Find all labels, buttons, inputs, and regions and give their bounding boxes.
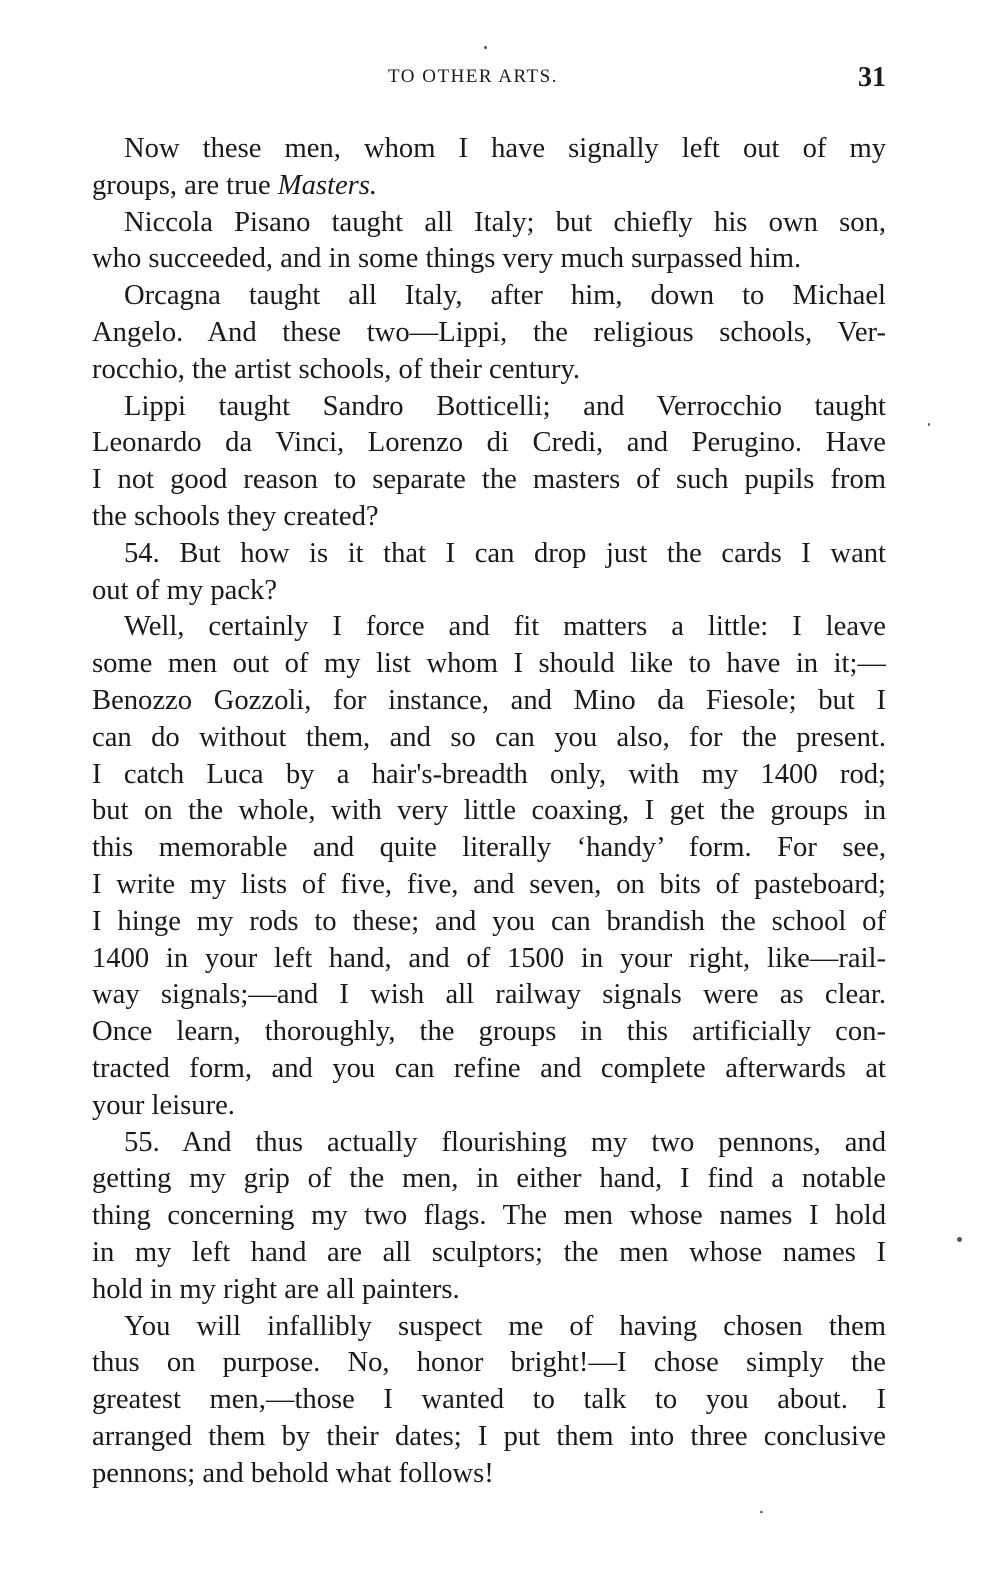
text-line: Lippi taught Sandro Botticelli; and Verrocchio taught [124, 390, 886, 422]
text-line: Orcagna taught all Italy, after him, down to Michael [124, 280, 886, 312]
page-number: 31 [858, 62, 886, 93]
text-line: your leisure. [92, 1089, 235, 1121]
text-line: hold in my right are all painters. [92, 1273, 460, 1305]
paragraph [60, 609, 886, 1124]
text-line: this memorable and quite literally ‘handy’ form. For see, [92, 832, 886, 864]
text-line: out of my pack? [92, 574, 278, 606]
paragraph-54 [60, 536, 886, 610]
text-line: way signals;—and I wish all railway signals were as clear. [92, 979, 886, 1011]
text-line: I write my lists of five, five, and seven, on bits of pasteboard; [92, 868, 886, 900]
running-title: TO OTHER ARTS. [388, 66, 558, 87]
text-line: getting my grip of the men, in either hand, I find a notable [92, 1163, 886, 1195]
print-speck [760, 1511, 763, 1513]
text-line: some men out of my list whom I should like to have in it;— [92, 648, 886, 680]
text-line: I hinge my rods to these; and you can brandish the school of [92, 905, 886, 937]
text-line: thing concerning my two flags. The men whose names I hold [92, 1200, 886, 1232]
text-line: You will infallibly suspect me of having chosen them [124, 1310, 886, 1342]
text-line: rocchio, the artist schools, of their century. [92, 353, 581, 385]
text-line [60, 168, 886, 205]
text-line: the schools they created? [92, 500, 379, 532]
paragraph [60, 205, 886, 279]
text-line: tracted form, and you can refine and complete afterwards at [92, 1052, 886, 1084]
text-line: Now these men, whom I have signally left out of my [124, 133, 886, 164]
text-line: Once learn, thoroughly, the groups in this artificially con- [92, 1016, 886, 1048]
text-line: in my left hand are all sculptors; the men whose names I [92, 1236, 886, 1268]
text-line: thus on purpose. No, honor bright!—I chose simply the [92, 1347, 886, 1379]
print-speck [484, 46, 487, 49]
paragraph [60, 1309, 886, 1493]
text-line: but on the whole, with very little coaxing, I get the groups in [92, 795, 886, 827]
text-line: Leonardo da Vinci, Lorenzo di Credi, and Perugino. Have [92, 427, 886, 459]
paragraph-55 [60, 1125, 886, 1309]
text-line: Well, certainly I force and fit matters a little: I leave [124, 611, 886, 643]
italic-text: Masters. [277, 169, 378, 201]
text-line: Benozzo Gozzoli, for instance, and Mino da Fiesole; but I [92, 684, 886, 716]
text-line: greatest men,—those I wanted to talk to you about. I [92, 1384, 886, 1416]
text-line: can do without them, and so can you also, for the present. [92, 721, 886, 753]
text-line: I catch Luca by a hair's-breadth only, with my 1400 rod; [92, 758, 886, 790]
text-line: 1400 in your left hand, and of 1500 in your right, like—rail- [92, 942, 886, 974]
text-line: pennons; and behold what follows! [92, 1457, 494, 1489]
text-run: groups, are true [92, 169, 278, 201]
running-head [60, 62, 886, 92]
print-speck [928, 423, 930, 426]
text-line: 54. But how is it that I can drop just the cards I want [124, 537, 886, 569]
body-text [60, 131, 886, 1492]
paragraph [60, 278, 886, 388]
paragraph [60, 131, 886, 205]
text-line: arranged them by their dates; I put them into three conclusive [92, 1420, 886, 1452]
text-line: I not good reason to separate the masters of such pupils from [92, 464, 886, 496]
text-line: who succeeded, and in some things very much surpassed him. [92, 243, 802, 275]
text-line: Niccola Pisano taught all Italy; but chiefly his own son, [124, 206, 886, 238]
print-speck [957, 1237, 962, 1242]
paragraph [60, 389, 886, 536]
text-line: Angelo. And these two—Lippi, the religious schools, Ver- [92, 316, 886, 348]
text-line: 55. And thus actually flourishing my two pennons, and [124, 1126, 886, 1158]
